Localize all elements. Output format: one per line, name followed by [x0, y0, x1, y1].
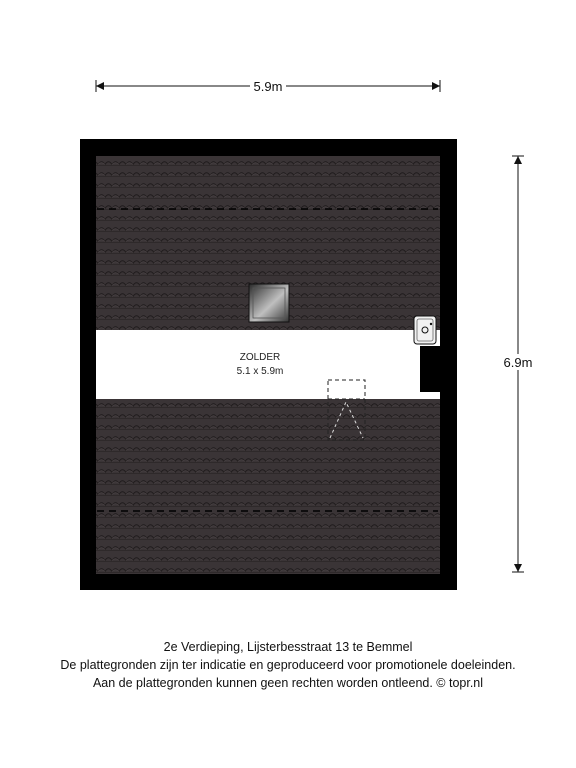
room-zolder	[96, 330, 440, 399]
height-dimension	[500, 156, 536, 572]
skylight-icon	[249, 284, 289, 322]
width-dimension	[96, 78, 440, 94]
width-label: 5.9m	[253, 79, 283, 94]
boiler-icon	[414, 316, 436, 344]
room-name: ZOLDER	[239, 352, 281, 363]
footer-disclaimer-1: De plattegronden zijn ter indicatie en geproduceerd voor promotionele doeleinden.	[60, 658, 516, 672]
height-label: 6.9m	[503, 355, 533, 370]
footer-address: 2e Verdieping, Lijsterbesstraat 13 te Bemmel	[163, 640, 413, 654]
room-size: 5.1 x 5.9m	[236, 366, 284, 377]
roof-lower	[96, 399, 440, 574]
footer-disclaimer-2: Aan de plattegronden kunnen geen rechten worden ontleend. © topr.nl	[92, 676, 484, 690]
wall-notch	[420, 346, 440, 392]
